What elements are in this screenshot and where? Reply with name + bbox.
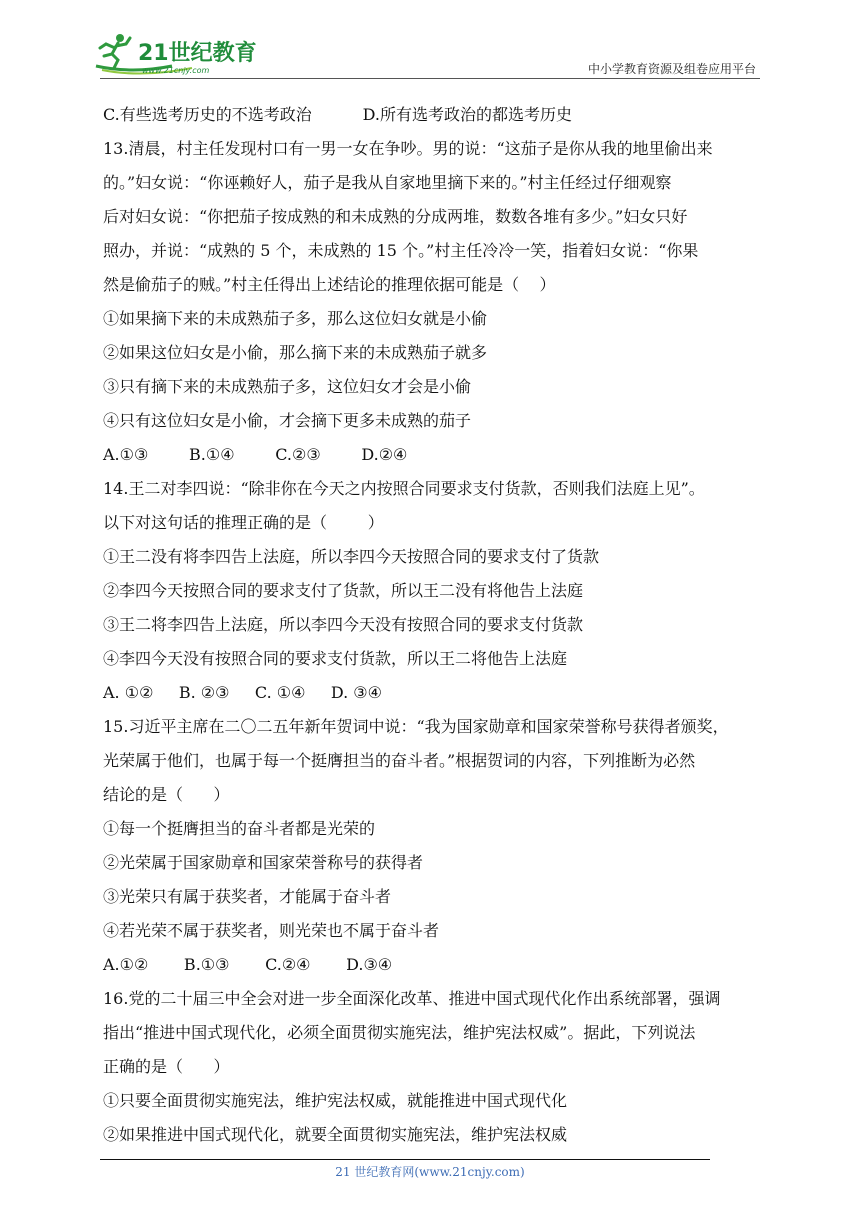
text-line: ②如果这位妇女是小偷，那么摘下来的未成熟茄子就多: [103, 343, 488, 362]
text-line: 15.习近平主席在二〇二五年新年贺词中说：“我为国家勋章和国家荣誉称号获得者颁奖，: [103, 717, 729, 736]
text-line: 然是偷茄子的贼。”村主任得出上述结论的推理依据可能是（ ）: [103, 275, 556, 294]
question-content: [103, 98, 763, 1152]
text-line: 以下对这句话的推理正确的是（ ）: [103, 513, 384, 532]
text-line: ④只有这位妇女是小偷，才会摘下更多未成熟的茄子: [103, 411, 472, 430]
logo-text: 21世纪教育: [138, 41, 257, 66]
text-line: ③王二将李四告上法庭，所以李四今天没有按照合同的要求支付货款: [103, 615, 584, 634]
text-line: 光荣属于他们，也属于每一个挺膺担当的奋斗者。”根据贺词的内容，下列推断为必然: [103, 751, 696, 770]
text-line: ②李四今天按照合同的要求支付了货款，所以王二没有将他告上法庭: [103, 581, 584, 600]
text-line: 结论的是（ ）: [103, 785, 230, 804]
text-line: ②如果推进中国式现代化，就要全面贯彻实施宪法，维护宪法权威: [103, 1125, 568, 1144]
footer-source: 21 世纪教育网(www.21cnjy.com): [335, 1165, 525, 1179]
text-line: ③只有摘下来的未成熟茄子多，这位妇女才会是小偷: [103, 377, 472, 396]
text-line: 后对妇女说：“你把茄子按成熟的和未成熟的分成两堆，数数各堆有多少。”妇女只好: [103, 207, 688, 226]
footer-divider: [100, 1159, 710, 1160]
text-line: A. ①② B. ②③ C. ①④ D. ③④: [103, 683, 382, 702]
text-line: ①只要全面贯彻实施宪法，维护宪法权威，就能推进中国式现代化: [103, 1091, 568, 1110]
text-line: A.①② B.①③ C.②④ D.③④: [103, 955, 393, 974]
text-line: 照办，并说：“成熟的 5 个，未成熟的 15 个。”村主任冷冷一笑，指着妇女说：“你果: [103, 241, 699, 260]
site-logo: [92, 30, 262, 78]
text-line: 14.王二对李四说：“除非你在今天之内按照合同要求支付货款，否则我们法庭上见”。: [103, 479, 705, 498]
text-line: ①每一个挺膺担当的奋斗者都是光荣的: [103, 819, 376, 838]
text-line: A.①③ B.①④ C.②③ D.②④: [103, 445, 408, 464]
text-line: 16.党的二十届三中全会对进一步全面深化改革、推进中国式现代化作出系统部署，强调: [103, 989, 721, 1008]
text-line: 的。”妇女说：“你诬赖好人，茄子是我从自家地里摘下来的。”村主任经过仔细观察: [103, 173, 672, 192]
page-header: [0, 0, 860, 80]
text-line: ①如果摘下来的未成熟茄子多，那么这位妇女就是小偷: [103, 309, 488, 328]
text-line: ④李四今天没有按照合同的要求支付货款，所以王二将他告上法庭: [103, 649, 568, 668]
text-line: ①王二没有将李四告上法庭，所以李四今天按照合同的要求支付了货款: [103, 547, 600, 566]
text-line: 指出“推进中国式现代化，必须全面贯彻实施宪法，维护宪法权威”。据此，下列说法: [103, 1023, 696, 1042]
text-line: 13.清晨，村主任发现村口有一男一女在争吵。男的说：“这茄子是你从我的地里偷出来: [103, 139, 713, 158]
text-line: ③光荣只有属于获奖者，才能属于奋斗者: [103, 887, 392, 906]
header-divider: [100, 78, 760, 79]
runner-logo-icon: [92, 30, 262, 78]
text-line: C.有些选考历史的不选考政治 D.所有选考政治的都选考历史: [103, 105, 572, 124]
text-line: ②光荣属于国家勋章和国家荣誉称号的获得者: [103, 853, 424, 872]
text-line: ④若光荣不属于获奖者，则光荣也不属于奋斗者: [103, 921, 440, 940]
platform-title: 中小学教育资源及组卷应用平台: [587, 62, 756, 76]
text-line: 正确的是（ ）: [103, 1057, 230, 1076]
logo-url: www.21cnjy.com: [142, 66, 210, 75]
